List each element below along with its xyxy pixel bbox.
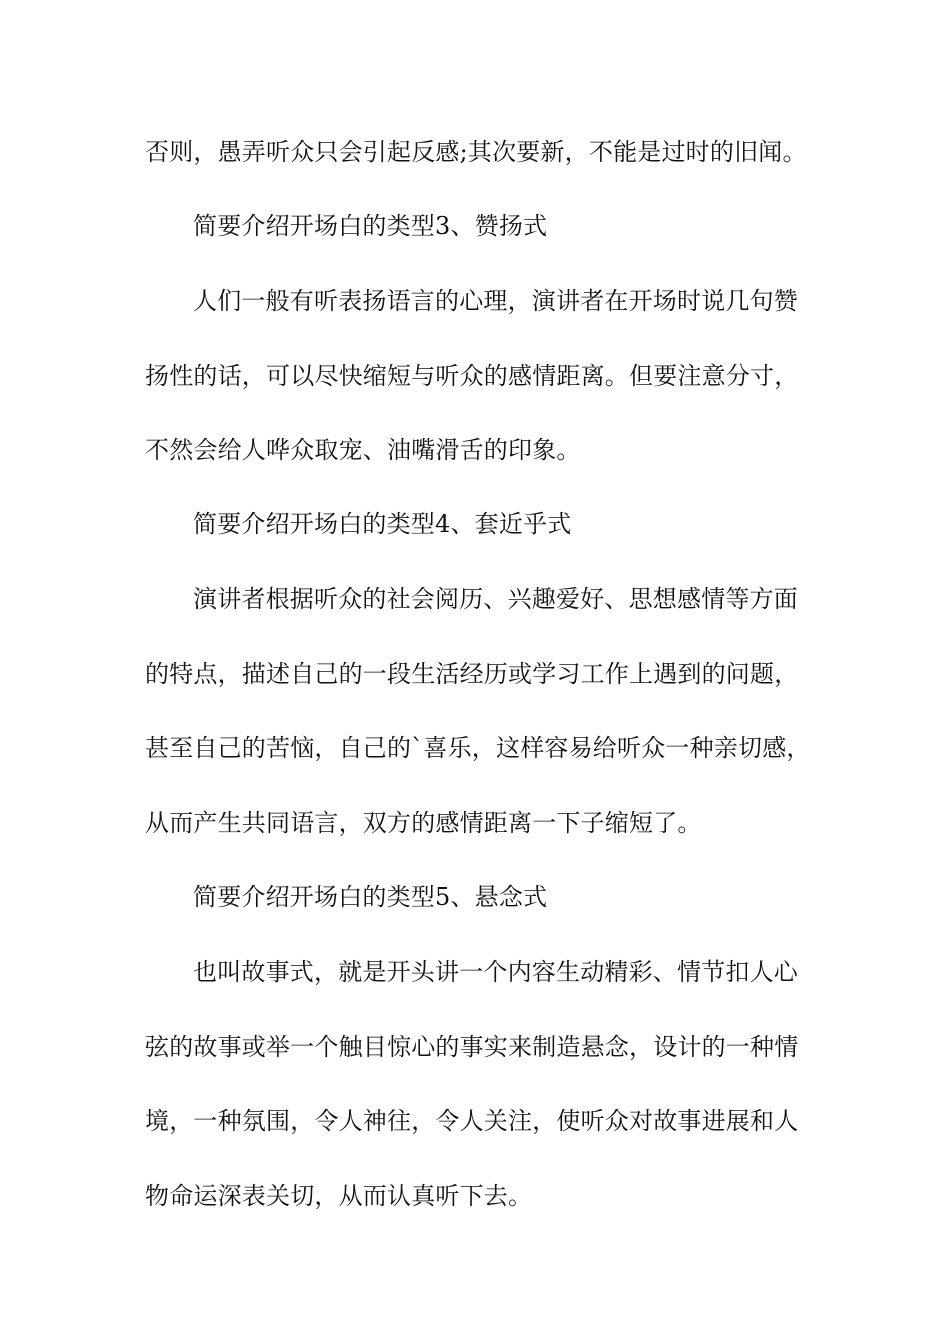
paragraph-line: 的特点，描述自己的一段生活经历或学习工作上遇到的问题， [145, 660, 799, 688]
section-heading-type-4: 简要介绍开场白的类型4、套近乎式 [193, 510, 572, 538]
paragraph-line: 境，一种氛围，令人神往，令人关注，使听众对故事进展和人 [145, 1107, 799, 1135]
section-heading-type-5: 简要介绍开场白的类型5、悬念式 [193, 883, 548, 911]
paragraph-line: 弦的故事或举一个触目惊心的事实来制造悬念，设计的一种情 [145, 1033, 799, 1061]
paragraph-line: 演讲者根据听众的社会阅历、兴趣爱好、思想感情等方面 [193, 585, 798, 613]
paragraph-line: 甚至自己的苦恼，自己的`喜乐，这样容易给听众一种亲切感， [145, 734, 811, 762]
paragraph-line: 人们一般有听表扬语言的心理，演讲者在开场时说几句赞 [193, 287, 798, 315]
paragraph-line: 也叫故事式，就是开头讲一个内容生动精彩、情节扣人心 [193, 958, 798, 986]
paragraph-line: 否则，愚弄听众只会引起反感;其次要新，不能是过时的旧闻。 [145, 138, 807, 166]
paragraph-line: 物命运深表关切，从而认真听下去。 [145, 1182, 533, 1210]
section-heading-type-3: 简要介绍开场白的类型3、赞扬式 [193, 212, 548, 240]
paragraph-line: 扬性的话，可以尽快缩短与听众的感情距离。但要注意分寸， [145, 362, 799, 390]
paragraph-line: 不然会给人哗众取宠、油嘴滑舌的印象。 [145, 436, 581, 464]
paragraph-line: 从而产生共同语言，双方的感情距离一下子缩短了。 [145, 809, 702, 837]
